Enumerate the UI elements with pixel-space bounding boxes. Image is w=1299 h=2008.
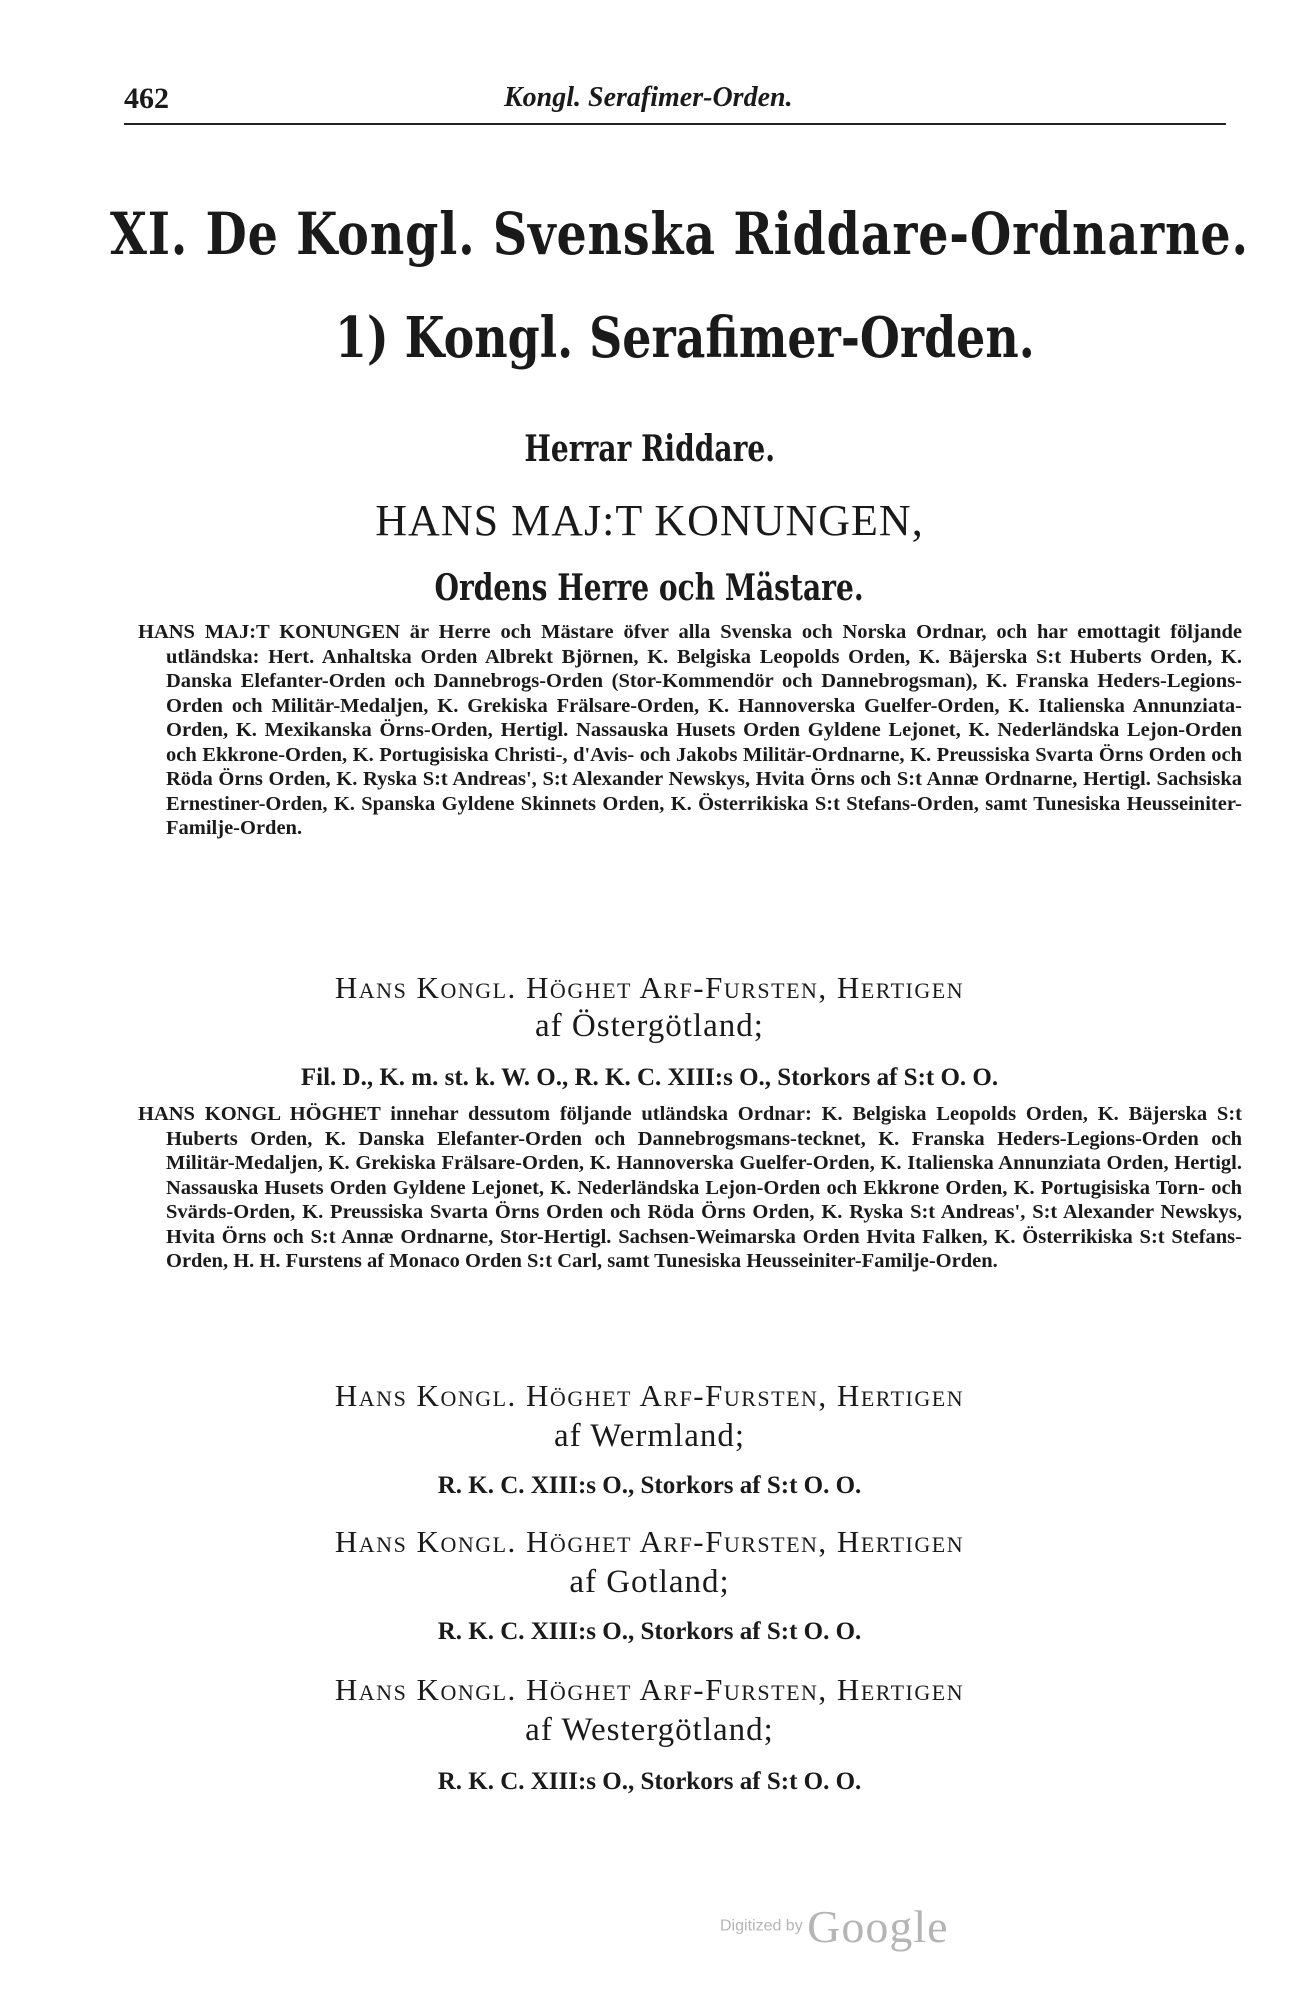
- prince-2-decorations: R. K. C. XIII:s O., Storkors af S:t O. O.: [437, 1472, 862, 1499]
- prince-2-name: Hans Kongl. Höghet Arf-Fursten, Hertigen: [334, 1378, 965, 1413]
- prince-4-region: af Westergötland;: [525, 1712, 774, 1748]
- prince-4-name: Hans Kongl. Höghet Arf-Fursten, Hertigen: [334, 1672, 965, 1707]
- running-head: [124, 82, 1226, 122]
- prince-3-region: af Gotland;: [569, 1564, 730, 1600]
- king-orders-paragraph: HANS MAJ:T KONUNGEN är Herre och Mästare öfver alla Svenska och Norska Ordnar, och har emottagit följande utländska: Hert. Anhaltska Orden Albrekt Björnen, K. Belgiska Leopolds Orden, K. Bäjerska S:t Huberts Orden, K. Danska Elefanter-Orden och Dannebrogs-Orden (Stor-Kommendör och Dannebrogsman), K. Franska Heders-Legions-Orden och Militär-Medaljen, K. Grekiska Frälsare-Orden, K. Hannoverska Guelfer-Orden, K. Italienska Annunziata-Orden, K. Mexikanska Örns-Orden, Hertigl. Nassauska Husets Orden Gyldene Lejonet, K. Nederländska Lejon-Orden och Ekkrone-Orden, K. Portugisiska Christi-, d'Avis- och Jakobs Militär-Ordnarne, K. Preussiska Svarta Örns Orden och Röda Örns Orden, K. Ryska S:t Andreas', S:t Alexander Newskys, Hvita Örns och S:t Annæ Ordnarne, Hertigl. Sachsiska Ernestiner-Orden, K. Spanska Gyldene Skinnets Orden, K. Österrikiska S:t Stefans-Orden, samt Tunesiska Heusseiniter-Familje-Orden.: [138, 621, 1242, 839]
- prince-1-region: af Östergötland;: [535, 1008, 764, 1044]
- section-heading: XI. De Kongl. Svenska Riddare-Ordnarne.: [110, 200, 1249, 268]
- header-rule: [124, 123, 1226, 125]
- king-name: HANS MAJ:T KONUNGEN,: [375, 496, 924, 545]
- order-title: 1) Kongl. Serafimer-Orden.: [335, 305, 1035, 371]
- king-role-text: Ordens Herre och Mästare.: [434, 567, 865, 609]
- prince-4-decorations: R. K. C. XIII:s O., Storkors af S:t O. O.: [437, 1768, 862, 1795]
- prince-3-decorations: R. K. C. XIII:s O., Storkors af S:t O. O.: [437, 1618, 862, 1645]
- prince-1-decorations: Fil. D., K. m. st. k. W. O., R. K. C. XIII:s O., Storkors af S:t O. O.: [300, 1064, 999, 1091]
- king-role: [0, 567, 1299, 609]
- digitized-by-watermark: [720, 1900, 949, 1953]
- prince-3-name: Hans Kongl. Höghet Arf-Fursten, Hertigen: [334, 1524, 965, 1559]
- subheading-text: Herrar Riddare.: [524, 428, 775, 470]
- prince-1-orders-paragraph: HANS KONGL HÖGHET innehar dessutom följande utländska Ordnar: K. Belgiska Leopolds Orden, K. Bäjerska S:t Huberts Orden, K. Danska Elefanter-Orden och Dannebrogsmans-tecknet, K. Franska Heders-Legions-Orden och Militär-Medaljen, K. Grekiska Frälsare-Orden, K. Hannoverska Guelfer-Orden, K. Italienska Annunziata Orden, Hertigl. Nassauska Husets Orden Gyldene Lejonet, K. Nederländska Lejon-Orden och Ekkrone Orden, K. Portugisiska Torn- och Svärds-Orden, K. Preussiska Svarta Örns Orden och Röda Örns Orden, K. Ryska S:t Andreas', S:t Alexander Newskys, Hvita Örns och S:t Annæ Ordnarne, Stor-Hertigl. Sachsen-Weimarska Orden Hvita Falken, K. Österrikiska S:t Stefans-Orden, H. H. Furstens af Monaco Orden S:t Carl, samt Tunesiska Heusseiniter-Familje-Orden.: [138, 1103, 1242, 1272]
- subheading-riddare: [0, 428, 1299, 470]
- google-logo: Google: [807, 1901, 949, 1952]
- page-number: 462: [124, 82, 169, 115]
- digitized-prefix: Digitized by: [720, 1917, 803, 1935]
- running-title: Kongl. Serafimer-Orden.: [504, 82, 793, 113]
- prince-1-name: Hans Kongl. Höghet Arf-Fursten, Hertigen: [334, 970, 965, 1005]
- prince-2-region: af Wermland;: [553, 1418, 746, 1454]
